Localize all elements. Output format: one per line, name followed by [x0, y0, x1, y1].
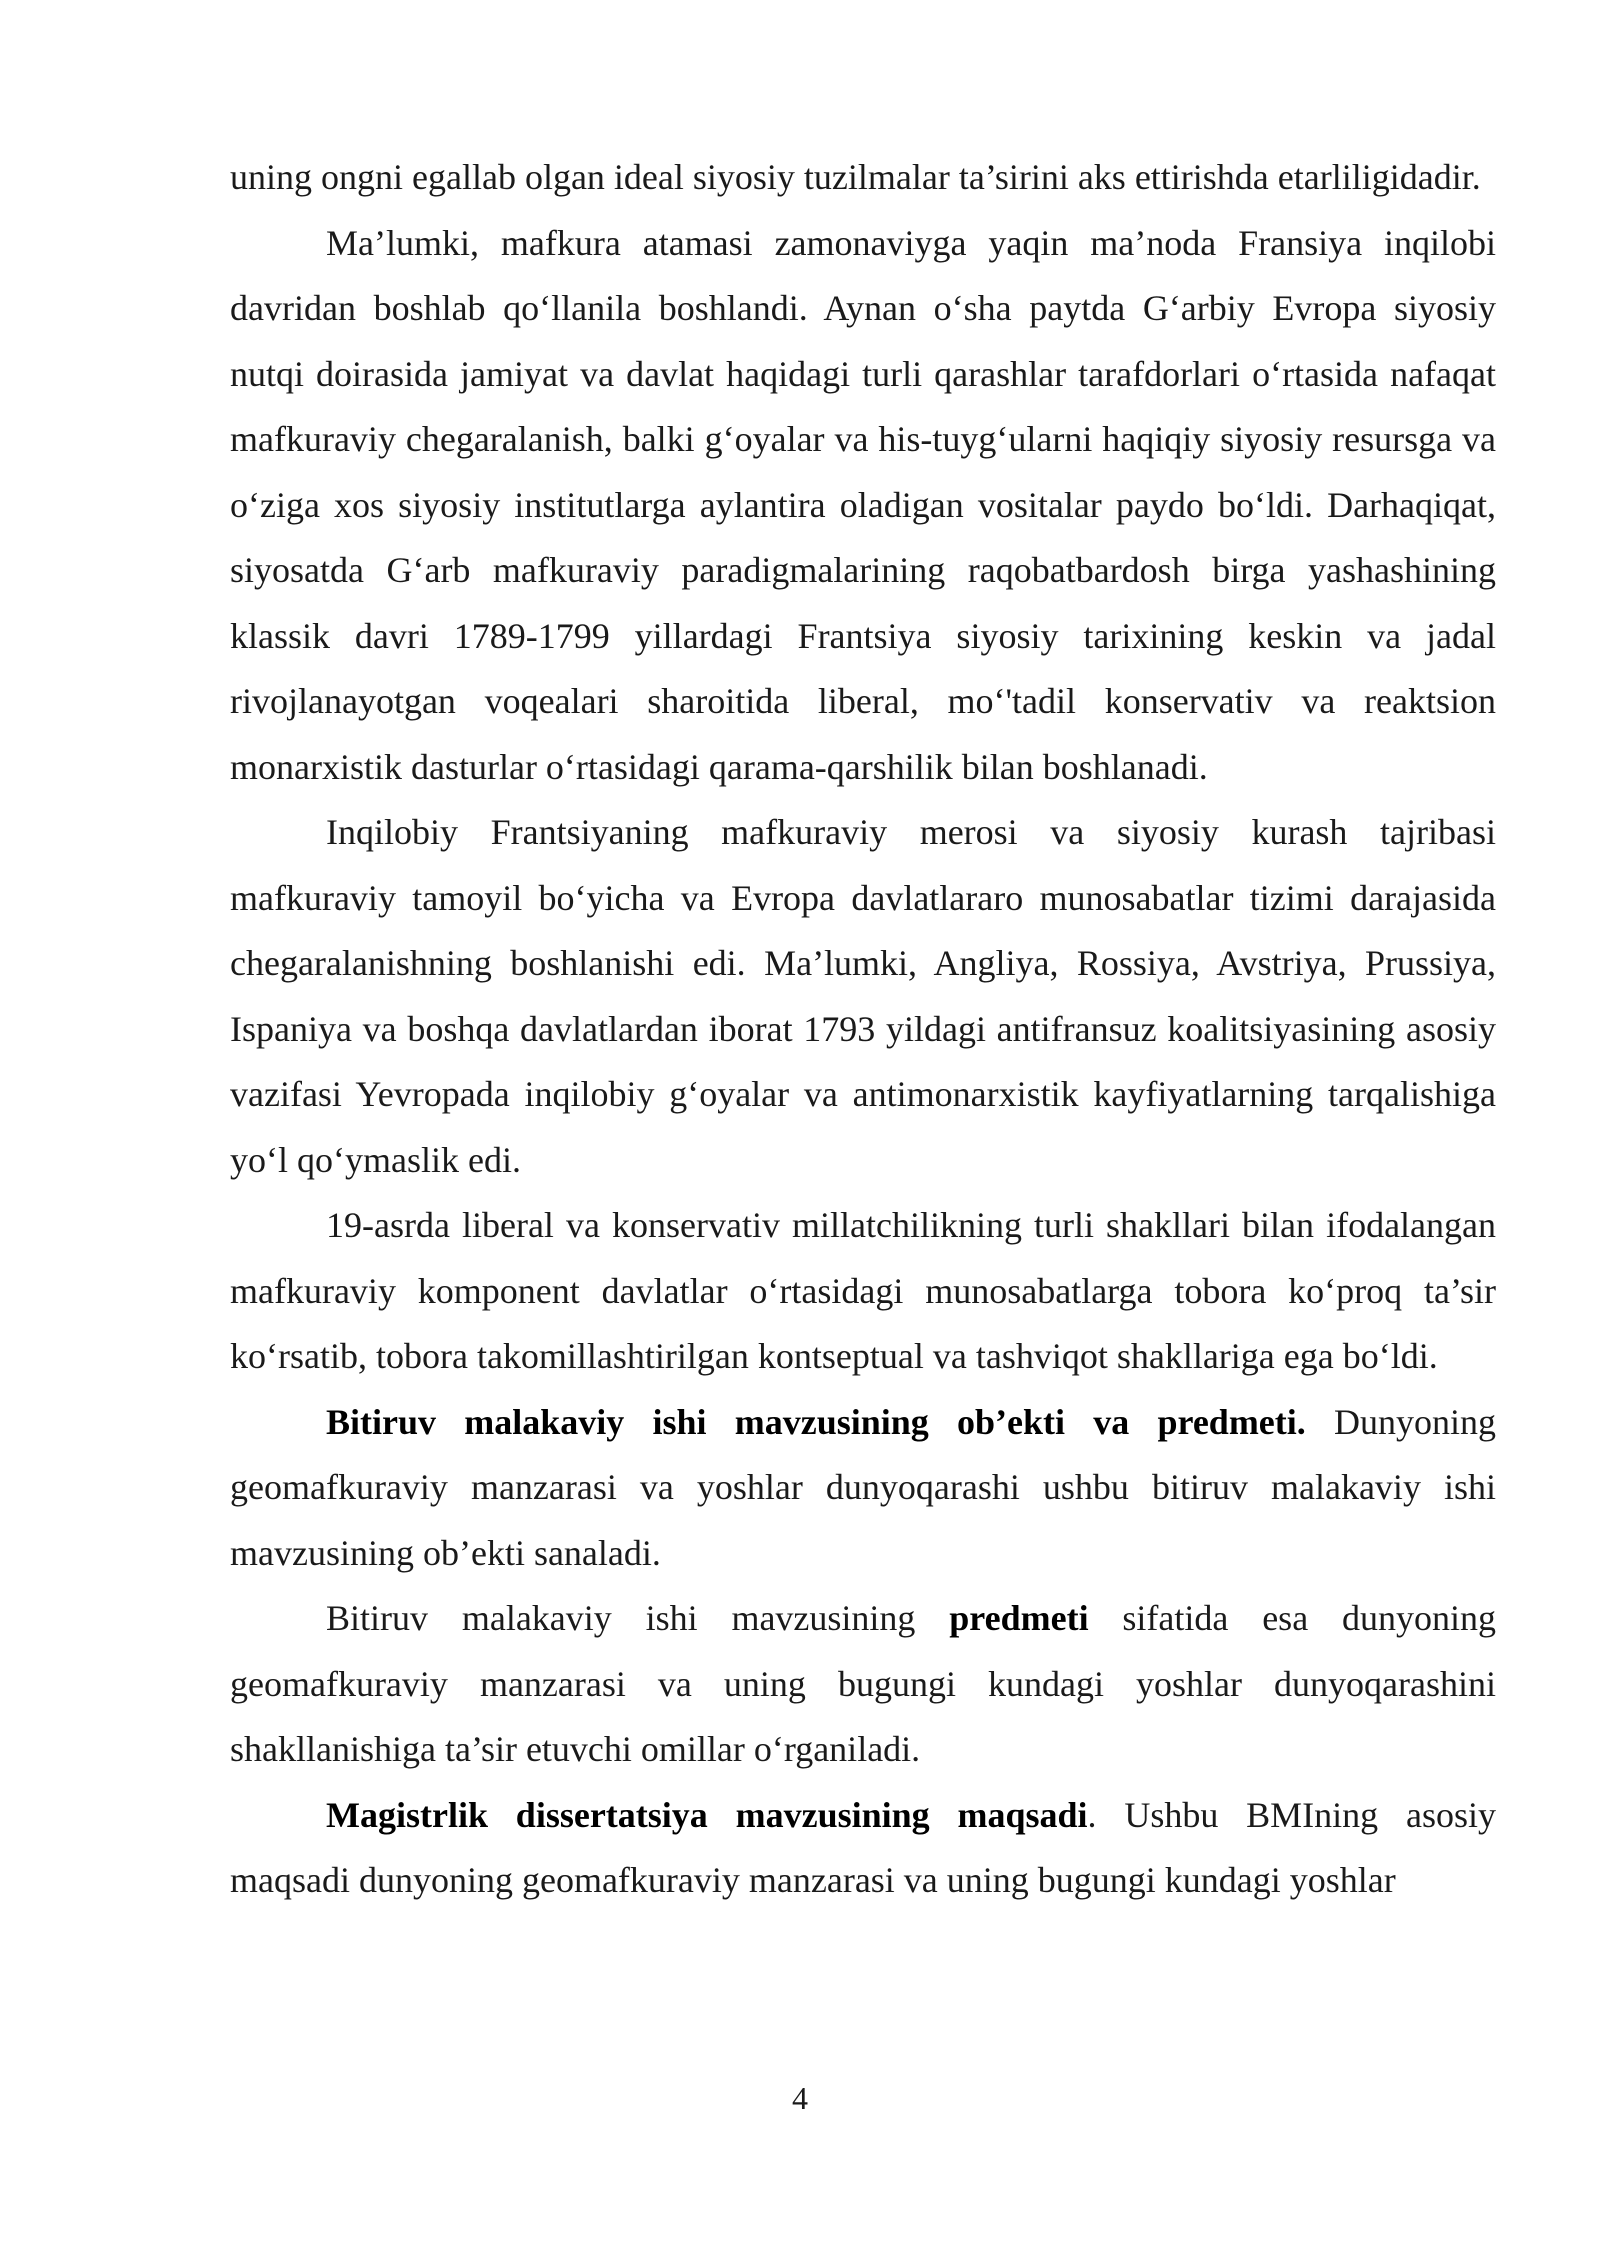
paragraph-text: Inqilobiy Frantsiyaning mafkuraviy merosi va siyosiy kurash tajribasi mafkuraviy tamoyil bo‘yicha va Evropa davlatlararo munosabatlar tizimi darajasida chegaralanishning boshlanishi edi. Ma’lumki, Angliya, Rossiya, Avstriya, Prussiya, Ispaniya va boshqa davlatlardan iborat 1793 yildagi antifransuz koalitsiyasining asosiy vazifasi Yevropada inqilobiy g‘oyalar va antimonarxistik kayfiyatlarning tarqalishiga yo‘l qo‘ymaslik edi.: [230, 812, 1496, 1180]
section-heading-object: Bitiruv malakaviy ishi mavzusining ob’ekti va predmeti.: [326, 1401, 1306, 1442]
paragraph-text: 19-asrda liberal va konservativ millatchilikning turli shakllari bilan ifodalangan mafkuraviy komponent davlatlar o‘rtasidagi munosabatlarga tobora ko‘proq ta’sir ko‘rsatib, tobora takomillashtirilgan kontseptual va tashviqot shakllariga ega bo‘ldi.: [230, 1205, 1496, 1376]
paragraph-text: Dunyoning geomafkuraviy manzarasi va yoshlar dunyoqarashi ushbu bitiruv malakaviy ishi mavzusining ob’ekti sanaladi.: [230, 1401, 1497, 1573]
paragraph-text: Bitiruv malakaviy ishi mavzusining: [326, 1598, 950, 1638]
paragraph-19th-century: [230, 1193, 1496, 1390]
page-number: 4: [792, 2080, 808, 2116]
paragraph-text: . Ushbu BMIning asosiy maqsadi dunyoning geomafkuraviy manzarasi va uning bugungi kundagi yoshlar: [230, 1794, 1496, 1900]
paragraph-goal: [230, 1783, 1496, 1914]
section-heading-goal: Magistrlik dissertatsiya mavzusining maqsadi: [326, 1794, 1088, 1835]
paragraph-text: uning ongni egallab olgan ideal siyosiy tuzilmalar ta’sirini aks ettirishda etarliligidadir.: [230, 157, 1481, 197]
paragraph-revolutionary-france: [230, 800, 1496, 1193]
paragraph-object-subject: [230, 1390, 1496, 1587]
paragraph-subject: [230, 1586, 1496, 1783]
paragraph-text: Ma’lumki, mafkura atamasi zamonaviyga yaqin ma’noda Fransiya inqilobi davridan boshlab qo‘llanila boshlandi. Aynan o‘sha paytda G‘arbiy Evropa siyosiy nutqi doirasida jamiyat va davlat haqidagi turli qarashlar tarafdorlari o‘rtasida nafaqat mafkuraviy chegaralanish, balki g‘oyalar va his-tuyg‘ularni haqiqiy siyosiy resursga va o‘ziga xos siyosiy institutlarga aylantira oladigan vositalar paydo bo‘ldi. Darhaqiqat, siyosatda G‘arb mafkuraviy paradigmalarining raqobatbardosh birga yashashining klassik davri 1789-1799 yillardagi Frantsiya siyosiy tarixining keskin va jadal rivojlanayotgan voqealari sharoitida liberal, mo‘'tadil konservativ va reaktsion monarxistik dasturlar o‘rtasidagi qarama-qarshilik bilan boshlanadi.: [230, 222, 1496, 787]
bold-term-predmeti: predmeti: [949, 1598, 1089, 1638]
paragraph-continuation: [230, 145, 1496, 211]
document-page: [230, 145, 1496, 1914]
paragraph-text: sifatida esa dunyoning geomafkuraviy manzarasi va uning bugungi kundagi yoshlar dunyoqarashini shakllanishiga ta’sir etuvchi omillar o‘rganiladi.: [230, 1598, 1496, 1769]
paragraph-mafkura-history: [230, 211, 1496, 801]
